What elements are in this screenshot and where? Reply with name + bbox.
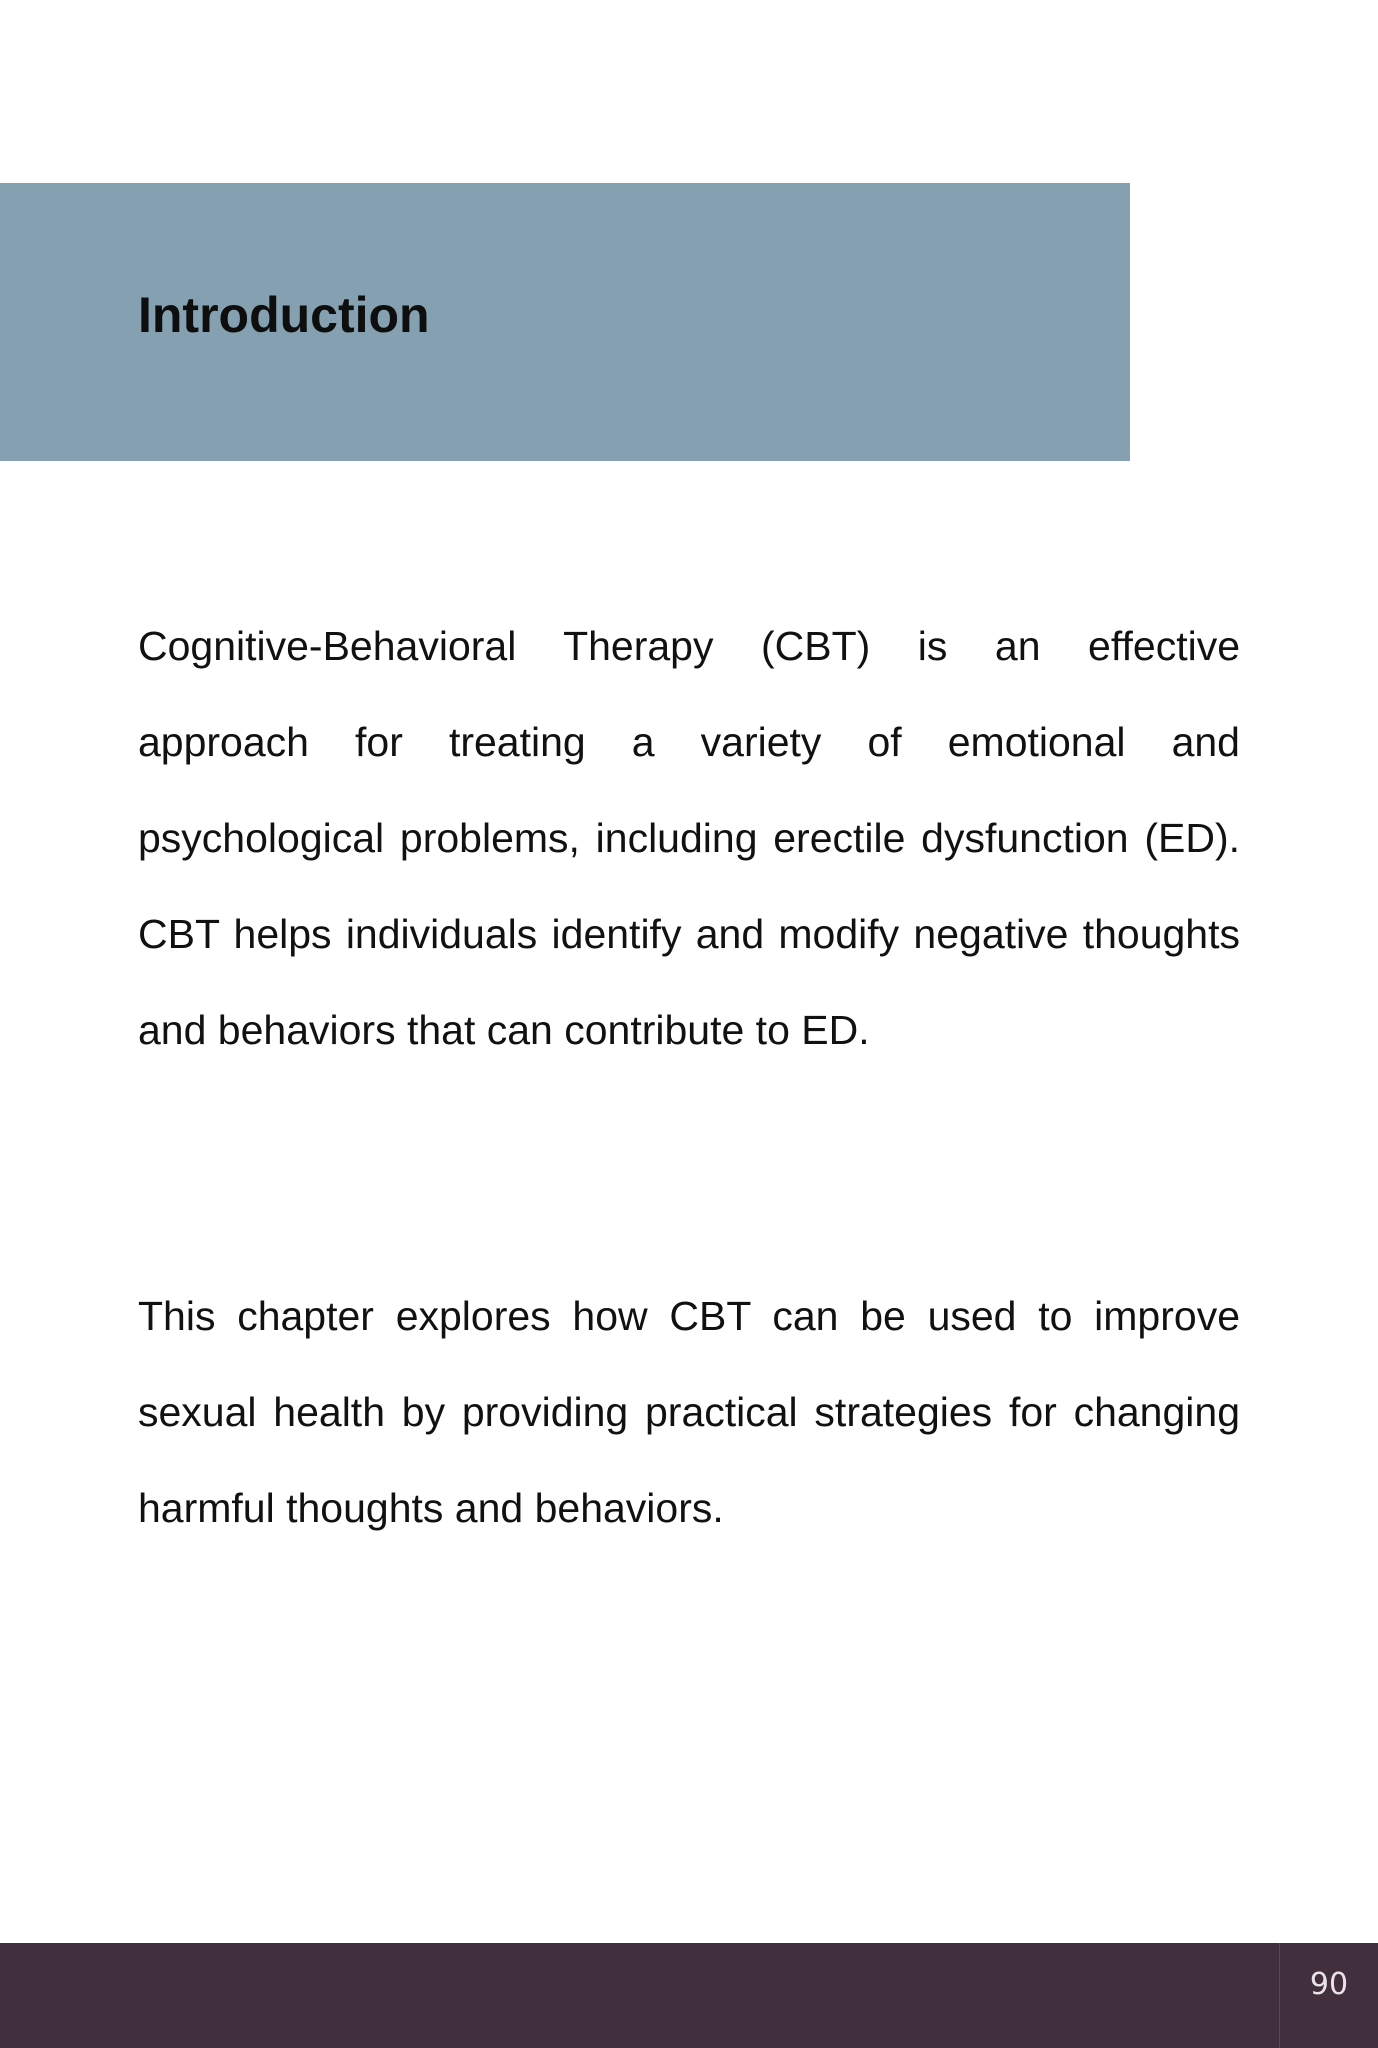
page-footer: [0, 1943, 1378, 2048]
section-title: Introduction: [138, 287, 430, 343]
page-number: 90: [1309, 1967, 1349, 2002]
body-paragraph-2: This chapter explores how CBT can be used to improve sexual health by providing practical strategies for changing harmful thoughts and behaviors.: [138, 1293, 1240, 1531]
body-paragraph-1: Cognitive-Behavioral Therapy (CBT) is an effective approach for treating a variety of emotional and psychological problems, including erectile dysfunction (ED). CBT helps individuals identify and modify negative thoughts and behaviors that can contribute to ED.: [138, 623, 1240, 1053]
